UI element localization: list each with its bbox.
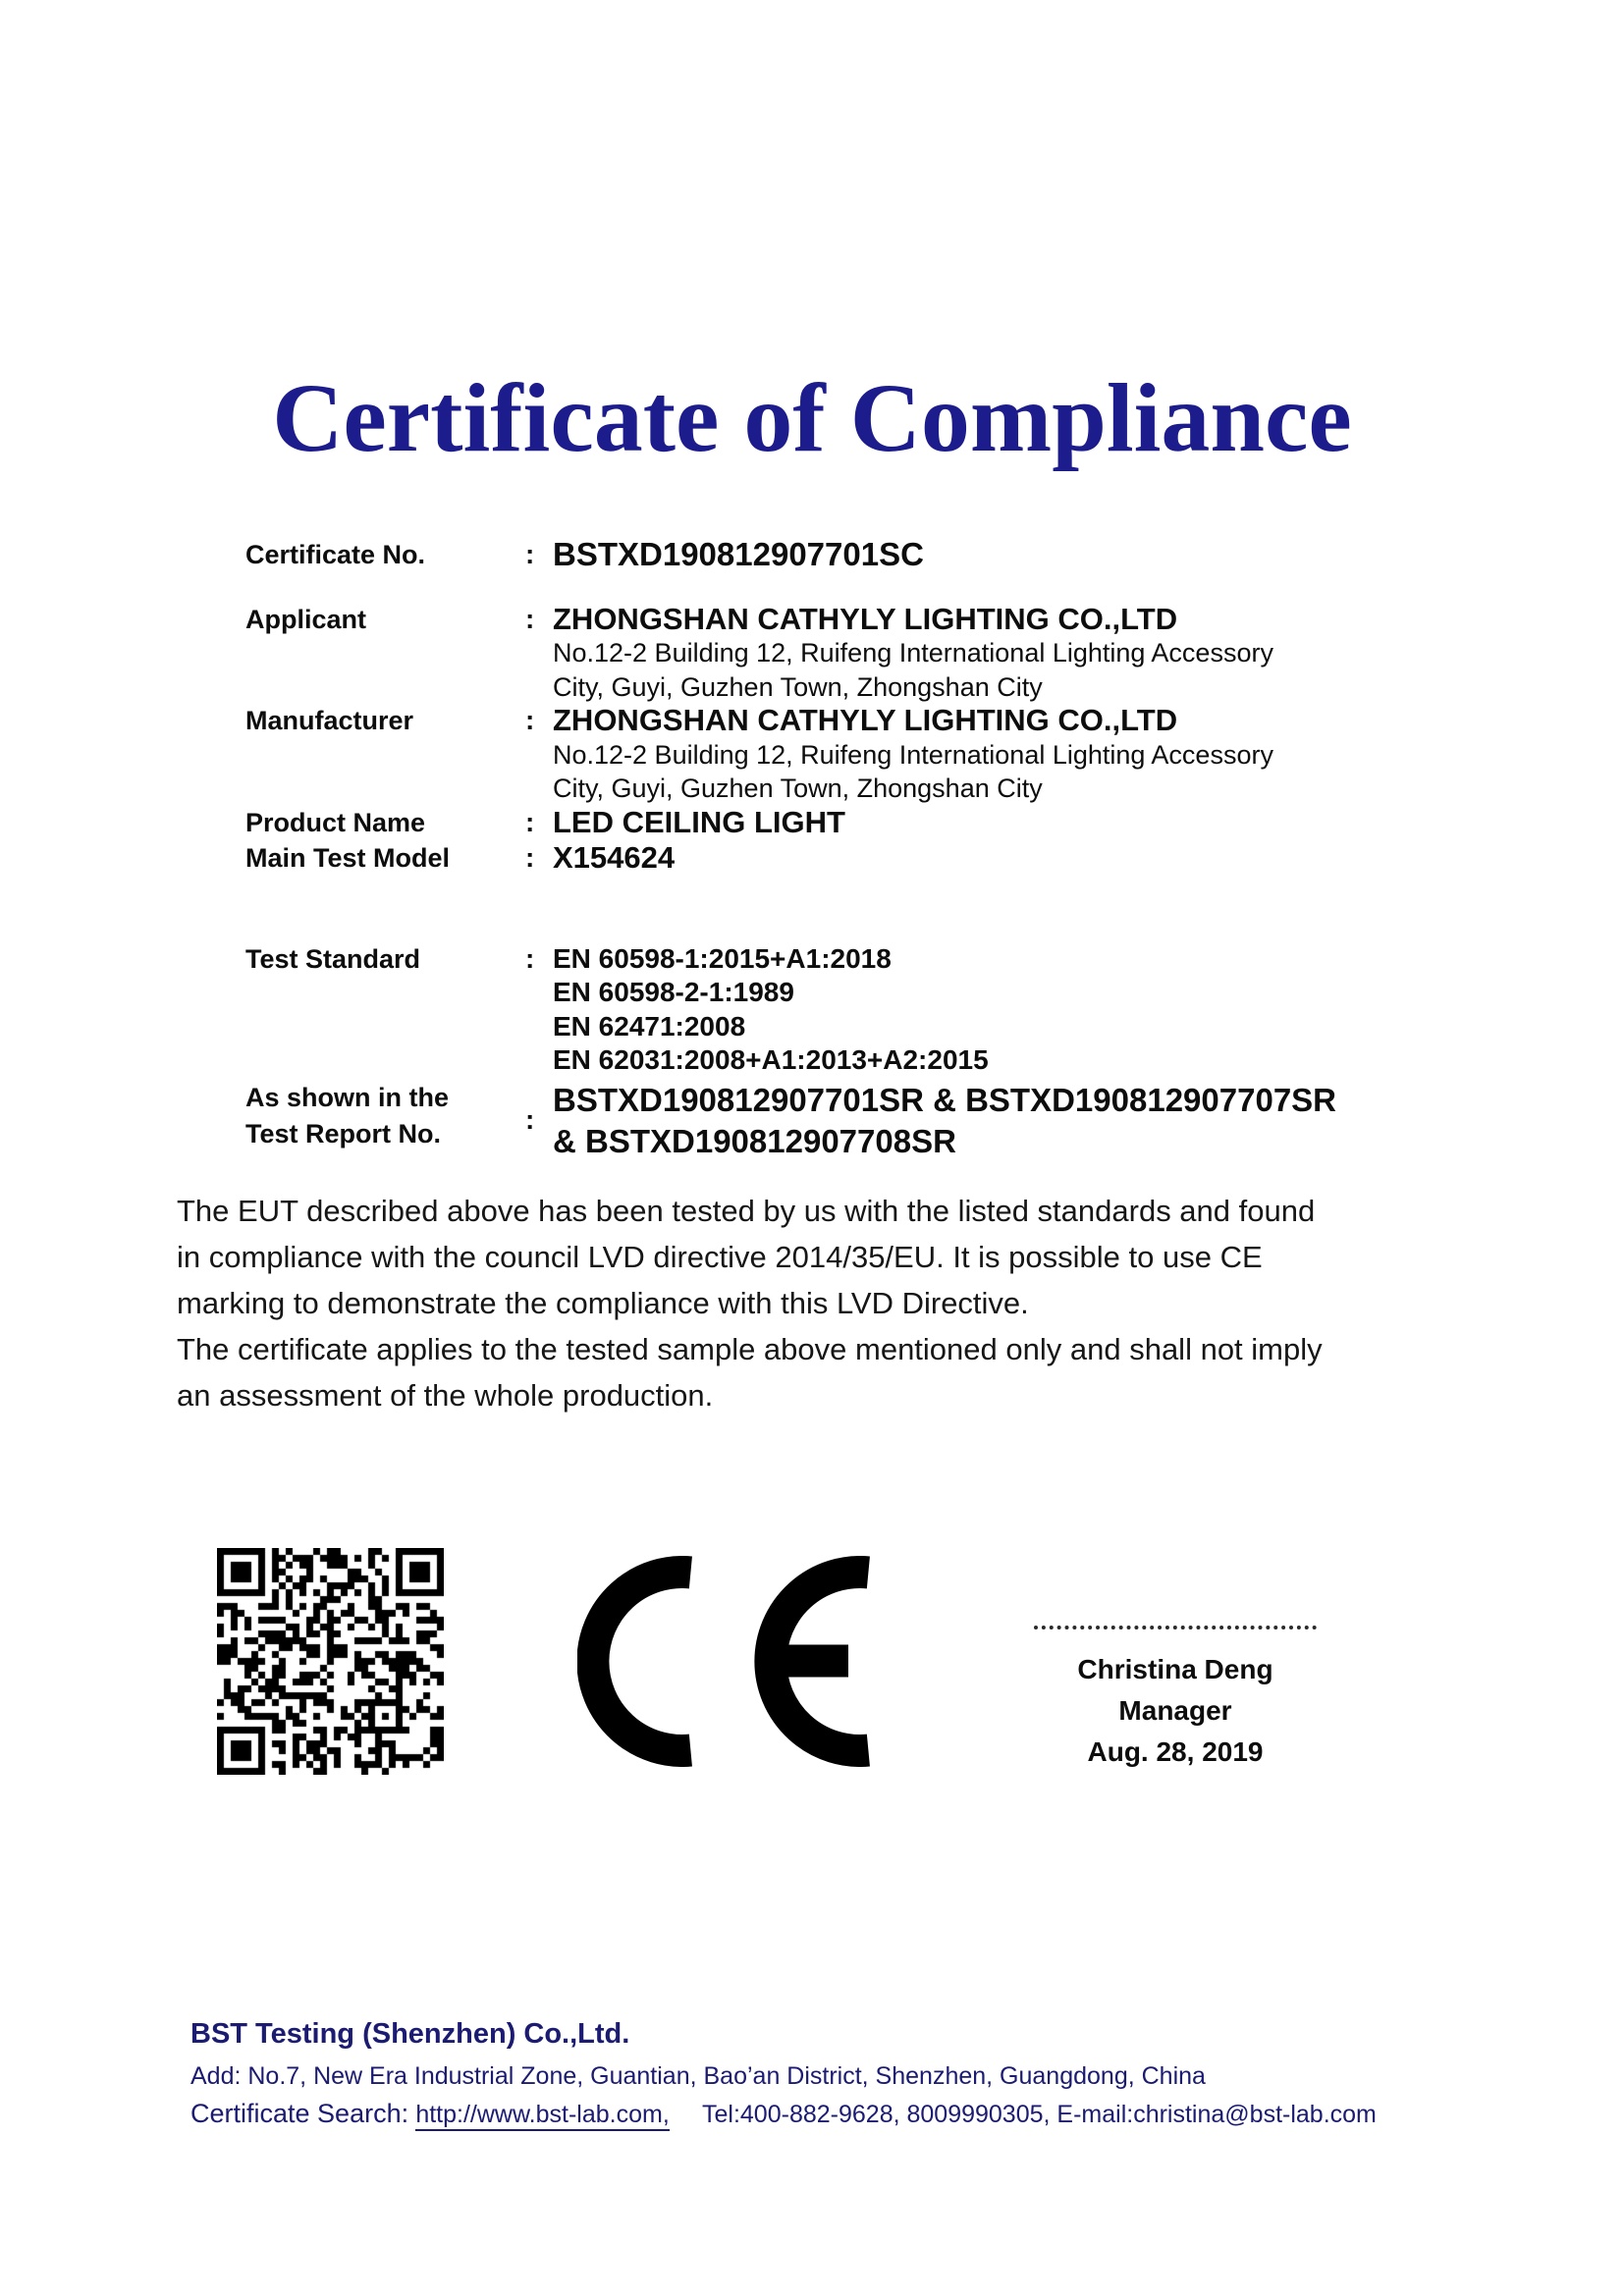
statement-line: an assessment of the whole production. xyxy=(177,1378,714,1413)
signatory-name: Christina Deng xyxy=(1077,1654,1273,1684)
footer-contact-info: Tel:400-882-9628, 8009990305, E-mail:christina@bst-lab.com xyxy=(702,2101,1377,2128)
signature-dotted-line xyxy=(1034,1626,1317,1629)
field-colon: : xyxy=(525,603,535,634)
field-label-applicant: Applicant xyxy=(245,604,367,634)
field-row-product-name xyxy=(245,806,1424,840)
field-label-manufacturer: Manufacturer xyxy=(245,706,414,735)
certificate-search-label: Certificate Search: xyxy=(190,2099,409,2128)
statement-line: marking to demonstrate the compliance with this LVD Directive. xyxy=(177,1286,1029,1320)
field-value-certificate-no: BSTXD190812907701SC xyxy=(553,536,924,572)
field-row-test-standard xyxy=(245,942,1424,1078)
field-label-product-name: Product Name xyxy=(245,807,426,837)
ce-letter-c xyxy=(593,1573,691,1751)
field-label-main-test-model: Main Test Model xyxy=(245,843,451,873)
field-row-main-test-model xyxy=(245,841,1424,876)
field-value-main-test-model: X154624 xyxy=(553,840,676,875)
field-colon: : xyxy=(525,806,535,837)
field-colon: : xyxy=(525,539,535,569)
certificate-search-link[interactable]: http://www.bst-lab.com, xyxy=(415,2101,669,2131)
statement-line: The certificate applies to the tested sample above mentioned only and shall not imply xyxy=(177,1332,1323,1366)
statement-line: in compliance with the council LVD directive 2014/35/EU. It is possible to use CE xyxy=(177,1240,1263,1274)
field-row-certificate-no xyxy=(245,538,1424,572)
field-label-test-report-no: As shown in the Test Report No. xyxy=(245,1082,450,1148)
signatory-role: Manager xyxy=(1118,1695,1232,1726)
field-value-test-report-no: BSTXD190812907701SR & BSTXD190812907707SR & BSTXD190812907708SR xyxy=(553,1081,1337,1159)
field-colon: : xyxy=(525,705,535,735)
field-colon: : xyxy=(525,1104,535,1136)
ce-mark xyxy=(577,1556,871,1767)
statement-line: The EUT described above has been tested by us with the listed standards and found xyxy=(177,1194,1316,1228)
field-label-certificate-no: Certificate No. xyxy=(245,540,426,569)
field-value-test-standard: EN 60598-1:2015+A1:2018 EN 60598-2-1:1989 EN 62471:2008 EN 62031:2008+A1:2013+A2:2015 xyxy=(553,942,989,1075)
field-row-test-report-no xyxy=(245,1080,1424,1162)
ce-letter-e-bar xyxy=(786,1645,848,1678)
certificate-statement xyxy=(177,1188,1453,1418)
footer-certificate-search xyxy=(190,2099,1377,2129)
signature-block xyxy=(990,1626,1361,1773)
footer-address: Add: No.7, New Era Industrial Zone, Guantian, Bao’an District, Shenzhen, Guangdong, China xyxy=(190,2062,1206,2090)
field-row-applicant xyxy=(245,603,1424,705)
footer-company: BST Testing (Shenzhen) Co.,Ltd. xyxy=(190,2018,630,2050)
certificate-title: Certificate of Compliance xyxy=(272,363,1352,472)
field-label-test-standard: Test Standard xyxy=(245,943,421,974)
field-colon: : xyxy=(525,842,535,873)
qr-code-image xyxy=(217,1548,444,1775)
field-value-manufacturer: ZHONGSHAN CATHYLY LIGHTING CO.,LTD No.12-2 Building 12, Ruifeng International Lighting Accessory City, Guyi, Guzhen Town, Zhongshan City xyxy=(553,703,1273,803)
signature-date: Aug. 28, 2019 xyxy=(1087,1736,1264,1767)
field-row-manufacturer xyxy=(245,704,1424,806)
certificate-fields xyxy=(245,538,1424,1162)
field-colon: : xyxy=(525,942,535,974)
field-value-applicant: ZHONGSHAN CATHYLY LIGHTING CO.,LTD No.12-2 Building 12, Ruifeng International Lighting Accessory City, Guyi, Guzhen Town, Zhongshan City xyxy=(553,601,1273,702)
field-value-product-name: LED CEILING LIGHT xyxy=(553,804,845,839)
